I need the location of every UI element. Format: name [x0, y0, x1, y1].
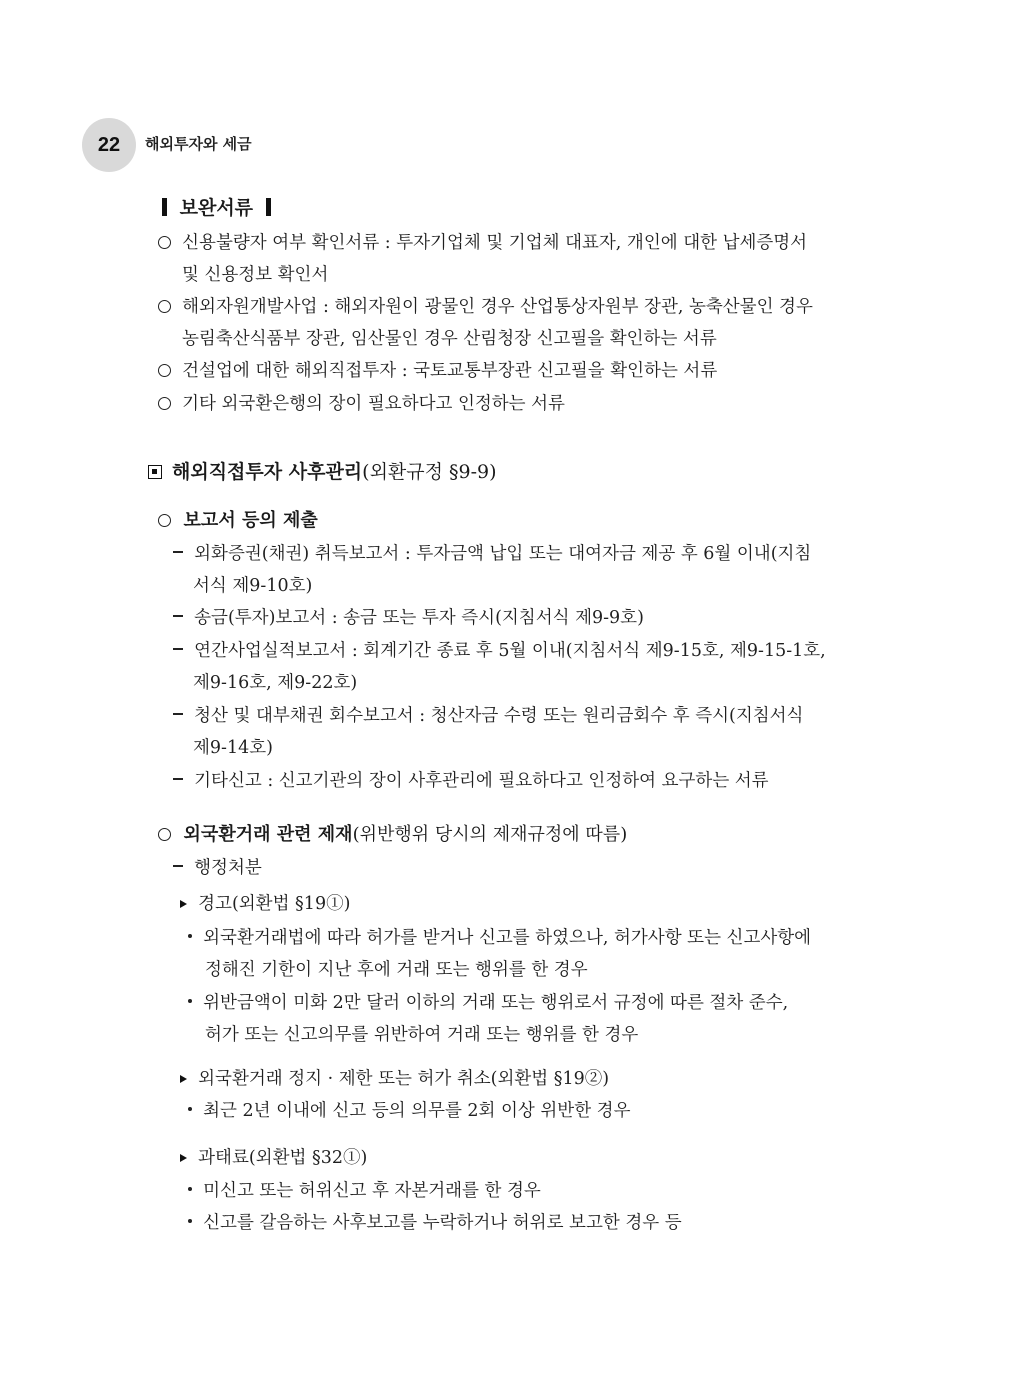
list-item — [188, 1211, 682, 1235]
item-continuation: 제9-14호) — [193, 738, 273, 758]
list-item — [188, 991, 788, 1015]
dash-bullet-icon — [173, 778, 183, 780]
page-number: 22 — [82, 118, 136, 172]
warning-title: 경고(외환법 §19①) — [198, 894, 351, 914]
dash-bullet-icon — [173, 713, 183, 715]
item-continuation: 및 신용정보 확인서 — [182, 265, 329, 285]
section-heading — [148, 460, 497, 484]
dot-bullet-icon — [188, 1219, 192, 1223]
circle-bullet-icon — [158, 397, 171, 410]
item-text: 신용불량자 여부 확인서류 : 투자기업체 및 기업체 대표자, 개인에 대한 납세증명서 — [182, 233, 808, 253]
item-continuation: 허가 또는 신고의무를 위반하여 거래 또는 행위를 한 경우 — [205, 1025, 639, 1045]
circle-bullet-icon — [158, 828, 171, 841]
item-text: 건설업에 대한 해외직접투자 : 국토교통부장관 신고필을 확인하는 서류 — [182, 361, 718, 381]
dash-bullet-icon — [173, 551, 183, 553]
triangle-bullet-icon — [180, 900, 187, 908]
item-text: 해외자원개발사업 : 해외자원이 광물인 경우 산업통상자원부 장관, 농축산물인 경우 — [182, 297, 813, 317]
section-ref: (외환규정 §9-9) — [362, 461, 497, 483]
square-bullet-icon — [148, 465, 162, 479]
running-title: 해외투자와 세금 — [145, 135, 252, 153]
item-text: 외화증권(채권) 취득보고서 : 투자금액 납입 또는 대여자금 제공 후 6월 이내(지침 — [194, 544, 812, 564]
item-continuation: 정해진 기한이 지난 후에 거래 또는 행위를 한 경우 — [205, 960, 588, 980]
list-item — [173, 769, 769, 793]
list-item — [158, 295, 813, 319]
admin-item — [173, 856, 262, 880]
item-text: 기타신고 : 신고기관의 장이 사후관리에 필요하다고 인정하여 요구하는 서류 — [194, 771, 769, 791]
dash-bullet-icon — [173, 615, 183, 617]
item-continuation: 제9-16호, 제9-22호) — [193, 673, 358, 693]
supplementary-heading — [162, 196, 271, 220]
list-item — [173, 639, 826, 663]
circle-bullet-icon — [158, 514, 171, 527]
item-text: 미신고 또는 허위신고 후 자본거래를 한 경우 — [203, 1181, 541, 1201]
item-text: 연간사업실적보고서 : 회계기간 종료 후 5월 이내(지침서식 제9-15호, 제9-15-1호, — [194, 641, 826, 661]
list-item — [158, 359, 717, 383]
triangle-bullet-icon — [180, 1075, 187, 1083]
dot-bullet-icon — [188, 1107, 192, 1111]
admin-text: 행정처분 — [194, 858, 262, 878]
list-item — [188, 1179, 541, 1203]
item-text: 최근 2년 이내에 신고 등의 의무를 2회 이상 위반한 경우 — [203, 1101, 631, 1121]
section-title: 해외직접투자 사후관리 — [172, 461, 363, 483]
bar-left-icon — [162, 198, 167, 216]
warning-heading — [180, 892, 350, 916]
list-item — [188, 1099, 630, 1123]
list-item — [188, 926, 811, 950]
reports-title: 보고서 등의 제출 — [183, 510, 318, 531]
dot-bullet-icon — [188, 934, 192, 938]
dot-bullet-icon — [188, 1187, 192, 1191]
item-text: 위반금액이 미화 2만 달러 이하의 거래 또는 행위로서 규정에 따른 절차 준수, — [203, 993, 789, 1013]
reports-heading — [158, 509, 318, 533]
dot-bullet-icon — [188, 999, 192, 1003]
list-item — [173, 606, 644, 630]
item-text: 송금(투자)보고서 : 송금 또는 투자 즉시(지침서식 제9-9호) — [194, 608, 644, 628]
suspension-title: 외국환거래 정지 · 제한 또는 허가 취소(외환법 §19②) — [198, 1069, 610, 1089]
dash-bullet-icon — [173, 865, 183, 867]
sanctions-title: 외국환거래 관련 제재 — [183, 824, 353, 845]
dash-bullet-icon — [173, 648, 183, 650]
item-continuation: 농림축산식품부 장관, 임산물인 경우 산림청장 신고필을 확인하는 서류 — [182, 329, 717, 349]
sanctions-subtitle: (위반행위 당시의 제재규정에 따름) — [352, 824, 628, 845]
list-item — [158, 231, 807, 255]
item-text: 신고를 갈음하는 사후보고를 누락하거나 허위로 보고한 경우 등 — [203, 1213, 682, 1233]
supplementary-title: 보완서류 — [179, 197, 254, 219]
list-item — [173, 704, 803, 728]
circle-bullet-icon — [158, 364, 171, 377]
item-continuation: 서식 제9-10호) — [193, 576, 313, 596]
fine-heading — [180, 1146, 367, 1170]
item-text: 기타 외국환은행의 장이 필요하다고 인정하는 서류 — [182, 394, 565, 414]
triangle-bullet-icon — [180, 1154, 187, 1162]
list-item — [173, 542, 811, 566]
fine-title: 과태료(외환법 §32①) — [198, 1148, 368, 1168]
bar-right-icon — [266, 198, 271, 216]
item-text: 청산 및 대부채권 회수보고서 : 청산자금 수령 또는 원리금회수 후 즉시(지침서식 — [194, 706, 804, 726]
item-text: 외국환거래법에 따라 허가를 받거나 신고를 하였으나, 허가사항 또는 신고사항에 — [203, 928, 812, 948]
circle-bullet-icon — [158, 300, 171, 313]
list-item — [158, 392, 565, 416]
suspension-heading — [180, 1067, 609, 1091]
sanctions-heading — [158, 823, 627, 847]
circle-bullet-icon — [158, 236, 171, 249]
